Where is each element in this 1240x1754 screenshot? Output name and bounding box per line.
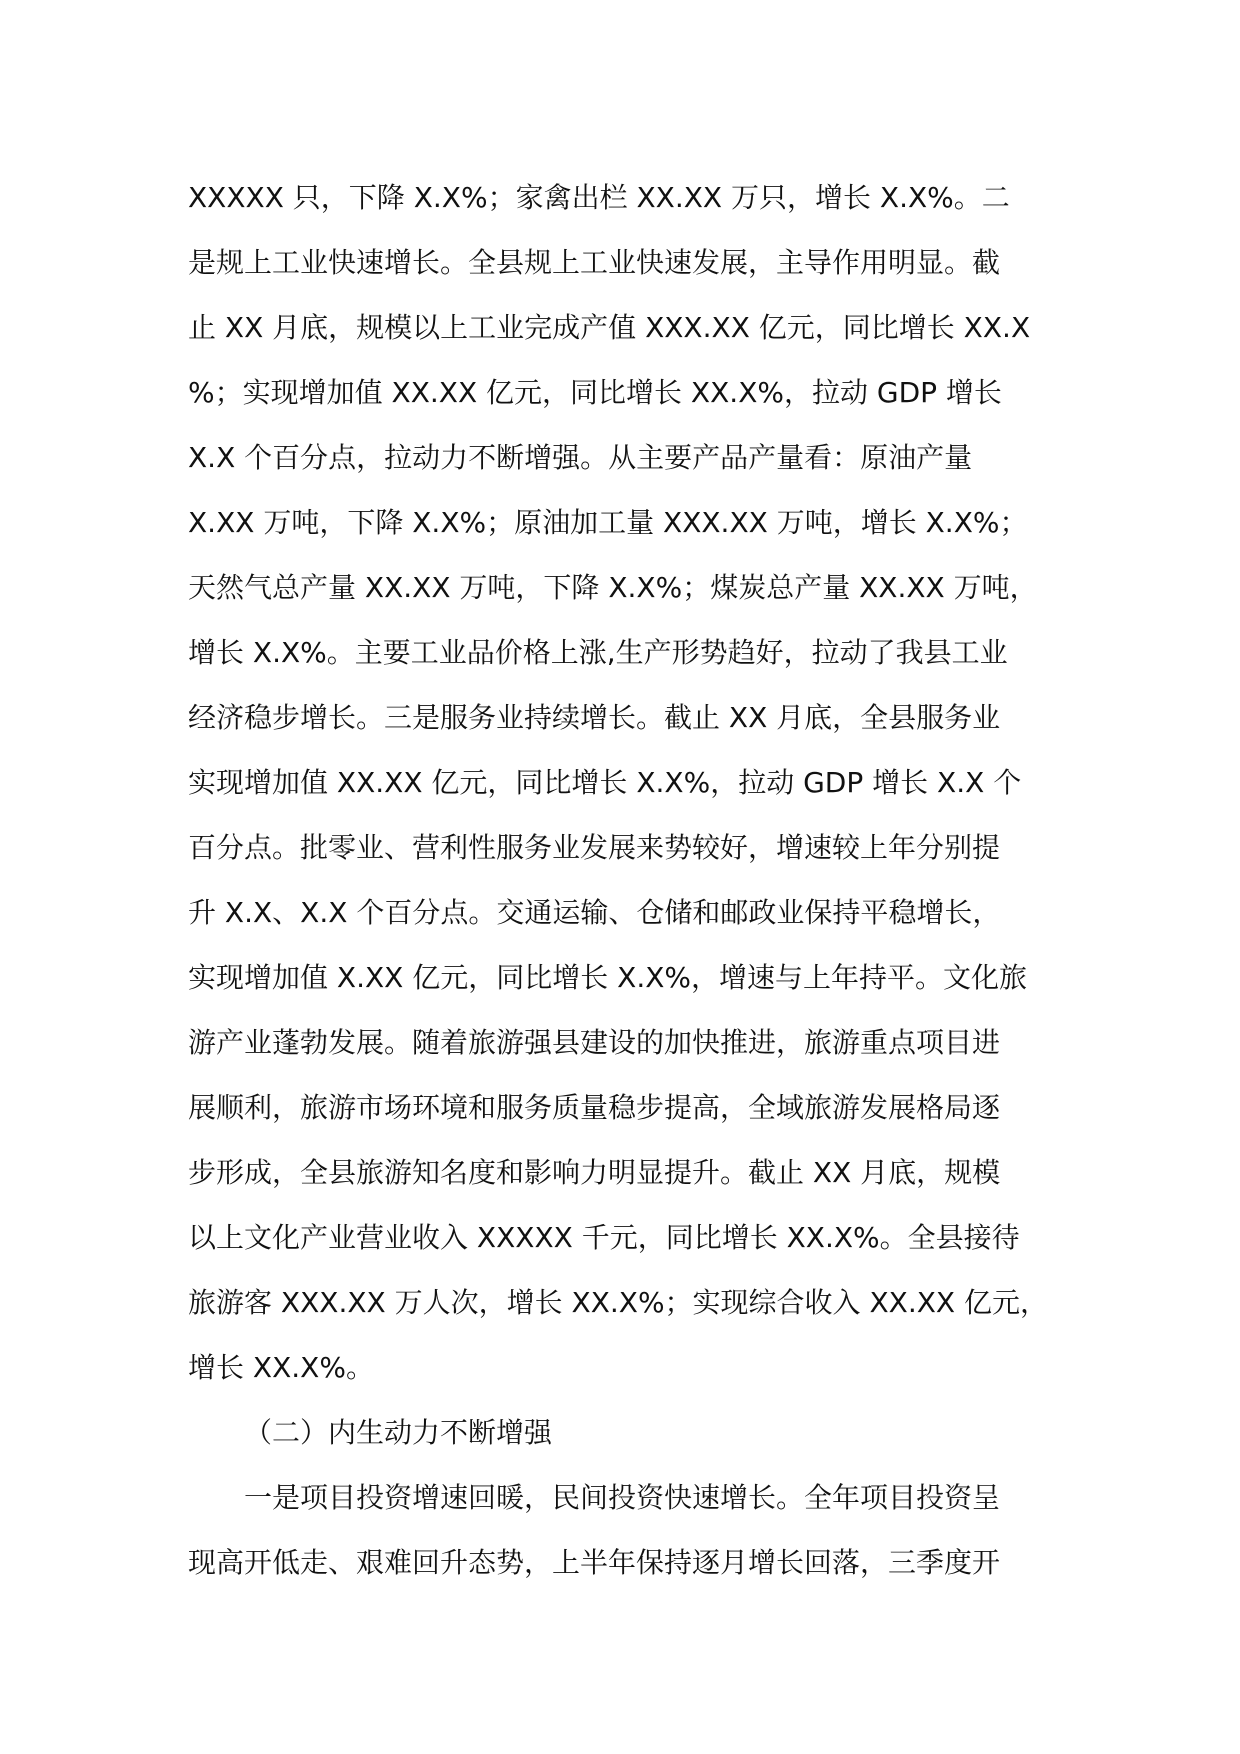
text-line: 经济稳步增长。三是服务业持续增长。截止 XX 月底，全县服务业 bbox=[188, 701, 1001, 734]
text-line: 游产业蓬勃发展。随着旅游强县建设的加快推进，旅游重点项目进 bbox=[188, 1026, 1001, 1059]
text-line: 旅游客 XXX.XX 万人次，增长 XX.X%；实现综合收入 XX.XX 亿元， bbox=[188, 1286, 1048, 1319]
text-line: 实现增加值 XX.XX 亿元，同比增长 X.X%，拉动 GDP 增长 X.X 个 bbox=[188, 766, 1022, 799]
text-line: 天然气总产量 XX.XX 万吨，下降 X.X%；煤炭总产量 XX.XX 万吨， bbox=[188, 571, 1038, 604]
text-line: 以上文化产业营业收入 XXXXX 千元，同比增长 XX.X%。全县接待 bbox=[188, 1221, 1020, 1254]
text-line: 现高开低走、艰难回升态势，上半年保持逐月增长回落，三季度开 bbox=[188, 1546, 1001, 1579]
text-line: X.X 个百分点，拉动力不断增强。从主要产品产量看：原油产量 bbox=[188, 441, 973, 474]
text-line: 增长 XX.X%。 bbox=[188, 1351, 374, 1384]
text-line: 升 X.X、X.X 个百分点。交通运输、仓储和邮政业保持平稳增长， bbox=[188, 896, 1001, 929]
section-heading: （二）内生动力不断增强 bbox=[244, 1416, 553, 1449]
text-line: X.XX 万吨，下降 X.X%；原油加工量 XXX.XX 万吨，增长 X.X%； bbox=[188, 506, 1028, 539]
text-line: 增长 X.X%。主要工业品价格上涨,生产形势趋好，拉动了我县工业 bbox=[188, 636, 1008, 669]
text-line: 步形成，全县旅游知名度和影响力明显提升。截止 XX 月底，规模 bbox=[188, 1156, 1001, 1189]
text-line: 实现增加值 X.XX 亿元，同比增长 X.X%，增速与上年持平。文化旅 bbox=[188, 961, 1028, 994]
text-line: %；实现增加值 XX.XX 亿元，同比增长 XX.X%，拉动 GDP 增长 bbox=[188, 376, 1002, 409]
text-line: 一是项目投资增速回暖，民间投资快速增长。全年项目投资呈 bbox=[244, 1481, 1001, 1514]
text-line: 止 XX 月底，规模以上工业完成产值 XXX.XX 亿元，同比增长 XX.X bbox=[188, 311, 1031, 344]
text-line: 百分点。批零业、营利性服务业发展来势较好，增速较上年分别提 bbox=[188, 831, 1001, 864]
text-line: XXXXX 只，下降 X.X%；家禽出栏 XX.XX 万只，增长 X.X%。二 bbox=[188, 181, 1010, 214]
text-line: 是规上工业快速增长。全县规上工业快速发展，主导作用明显。截 bbox=[188, 246, 1001, 279]
text-line: 展顺利，旅游市场环境和服务质量稳步提高，全域旅游发展格局逐 bbox=[188, 1091, 1001, 1124]
body-text bbox=[188, 165, 1088, 1595]
